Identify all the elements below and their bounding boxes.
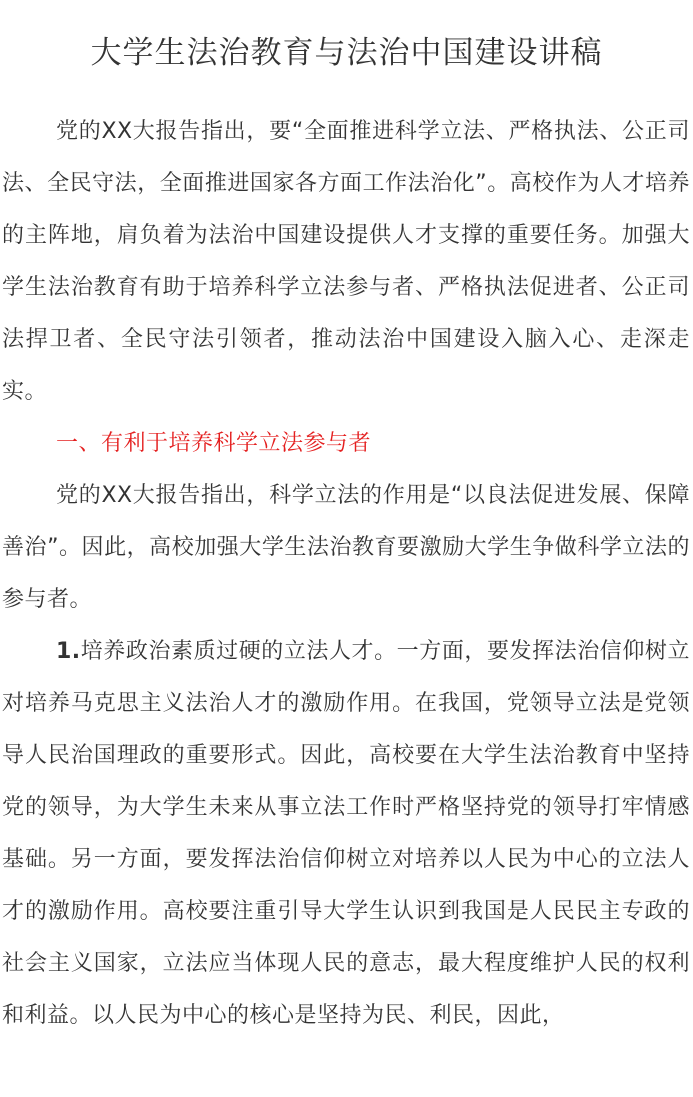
numbered-paragraph (2, 626, 690, 1042)
section-paragraph: 党的XX大报告指出，科学立法的作用是“以良法促进发展、保障善治”。因此，高校加强大学生法治教育要激励大学生争做科学立法的参与者。 (2, 483, 690, 612)
document-title: 大学生法治教育与法治中国建设讲稿 (90, 35, 603, 71)
section-heading: 一、有利于培养科学立法参与者 (56, 431, 372, 456)
numbered-paragraph-text: 培养政治素质过硬的立法人才。一方面，要发挥法治信仰树立对培养马克思主义法治人才的激励作用。在我国，党领导立法是党领导人民治国理政的重要形式。因此，高校要在大学生法治教育中坚持党的领导，为大学生未来从事立法工作时严格坚持党的领导打牢情感基础。另一方面，要发挥法治信仰树立对培养以人民为中心的立法人才的激励作用。高校要注重引导大学生认识到我国是人民民主专政的社会主义国家，立法应当体现人民的意志，最大程度维护人民的权利和利益。以人民为中心的核心是坚持为民、利民，因此， (2, 639, 690, 1028)
paragraph-number: 1. (56, 639, 81, 664)
intro-paragraph: 党的XX大报告指出，要“全面推进科学立法、严格执法、公正司法、全民守法，全面推进国家各方面工作法治化”。高校作为人才培养的主阵地，肩负着为法治中国建设提供人才支撑的重要任务。加强大学生法治教育有助于培养科学立法参与者、严格执法促进者、公正司法捍卫者、全民守法引领者，推动法治中国建设入脑入心、走深走实。 (2, 119, 690, 404)
document-body (2, 106, 690, 1042)
